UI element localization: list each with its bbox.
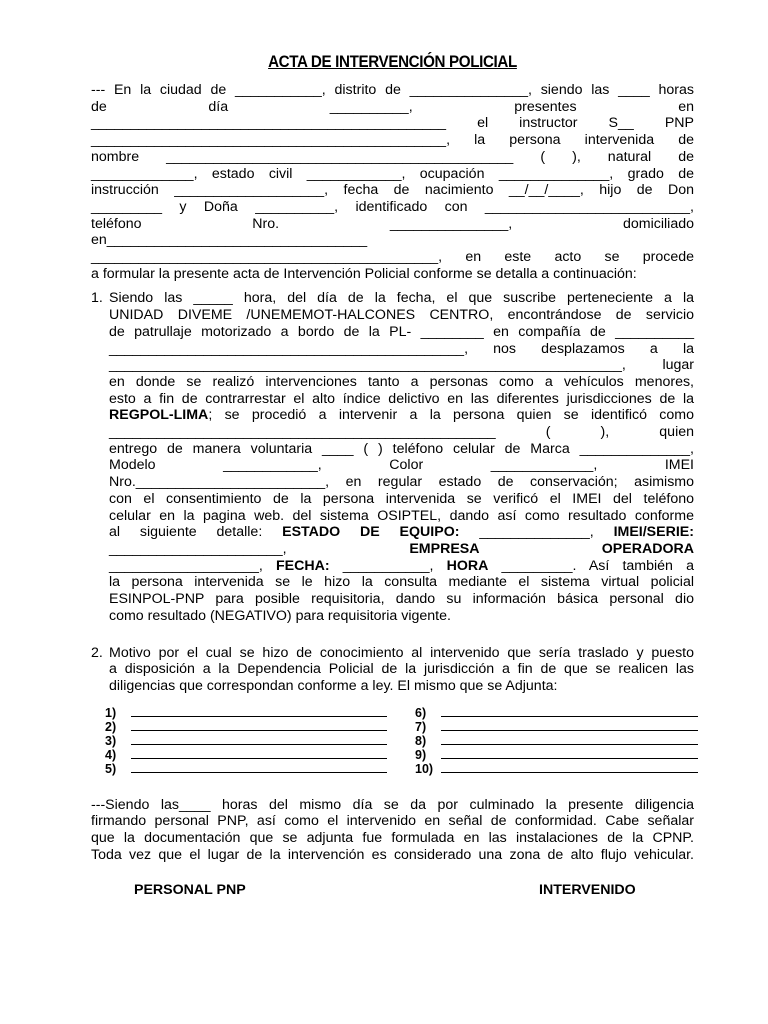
section-1-text: ___________________, [109, 557, 276, 574]
attachment-blank[interactable] [441, 705, 698, 717]
attachment-number: 6) [415, 705, 427, 720]
intro-line: _____________________________________________, la persona intervenida de [91, 132, 694, 149]
section-1-line: ESINPOL-PNP para posible requisitoria, dando su información básica personal dio [109, 591, 694, 608]
attachment-number: 3) [105, 733, 117, 748]
section-1-line: Modelo ____________, Color _____________, IMEI [109, 457, 694, 474]
closing-paragraph [91, 797, 694, 864]
closing-line: ---Siendo las____ horas del mismo día se da por culminado la presente diligencia [91, 796, 694, 813]
attachment-row [415, 719, 698, 733]
attachment-row [105, 733, 387, 747]
attachment-row [415, 733, 698, 747]
section-2-line: a disposición a la Dependencia Policial de la jurisdicción a fin de que se realicen las [109, 661, 694, 678]
estado-label: ESTADO DE EQUIPO: [282, 524, 460, 541]
attachment-blank[interactable] [131, 761, 387, 773]
intro-line: nombre ____________________________________________ ( ), natural de [91, 148, 694, 165]
section-1-line: como resultado (NEGATIVO) para requisitoria vigente. [109, 607, 451, 624]
section-1 [91, 290, 694, 624]
closing-line: firmando personal PNP, así como el intervenido en señal de conformidad. Cabe señalar [91, 813, 694, 830]
section-1-number: 1. [91, 290, 103, 307]
intro-line: instrucción ___________________, fecha de nacimiento __/__/____, hijo de Don [91, 182, 694, 199]
intro-line: a formular la presente acta de Intervención Policial conforme se detalla a continuación: [91, 265, 637, 282]
attachment-blank[interactable] [131, 705, 387, 717]
intro-line: en_________________________________ [91, 232, 368, 249]
attachment-row [105, 719, 387, 733]
signature-personal-pnp: PERSONAL PNP [134, 882, 246, 898]
attachment-blank[interactable] [441, 761, 698, 773]
section-1-line: UNIDAD DIVEME /UNEMEMOT-HALCONES CENTRO, encontrándose de servicio [109, 307, 694, 324]
attachment-blank[interactable] [131, 733, 387, 745]
section-1-line: la persona intervenida se le hizo la consulta mediante el sistema virtual policial [109, 574, 694, 591]
closing-line: que la documentación que se adjunta fue formulada en las instalaciones de la CPNP. [91, 830, 694, 847]
section-1-line: esto a fin de contrarrestar el alto índice delictivo en las diferentes jurisdicciones de la [109, 390, 694, 407]
attachment-number: 5) [105, 761, 117, 776]
section-1-line [109, 407, 694, 424]
section-1-text: ______________________, [109, 540, 410, 557]
section-2-number: 2. [91, 644, 103, 661]
intro-line: _________ y Doña __________, identificado con __________________________, [91, 198, 694, 215]
empresa-label: EMPRESA OPERADORA [409, 540, 694, 557]
section-1-text: _________. Así también a [488, 557, 694, 574]
attachment-blank[interactable] [441, 719, 698, 731]
hora-label: HORA [446, 557, 489, 574]
attachment-row [105, 761, 387, 775]
section-1-line: con el consentimiento de la persona intervenida se verificó el IMEI del teléfono [109, 490, 694, 507]
attachment-number: 4) [105, 747, 117, 762]
section-1-line: en donde se realizó intervenciones tanto a personas como a vehículos menores, [109, 373, 694, 390]
attachment-row [415, 705, 698, 719]
document-title: ACTA DE INTERVENCIÓN POLICIAL [268, 53, 517, 71]
section-1-line: Nro.________________________, en regular estado de conservación; asimismo [109, 474, 694, 491]
intro-line: _____________________________________________ el instructor S__ PNP [91, 115, 694, 132]
regpol-label: REGPOL-LIMA [109, 407, 209, 424]
section-1-line [109, 541, 694, 558]
section-1-line: de patrullaje motorizado a bordo de la PL- ________ en compañía de __________ [109, 323, 694, 340]
section-2-line: Motivo por el cual se hizo de conocimiento al intervenido que sería traslado y puesto [109, 644, 694, 661]
attachment-number: 1) [105, 705, 117, 720]
attachment-number: 10) [415, 761, 434, 776]
attachment-row [105, 705, 387, 719]
section-1-text: ______________, [459, 524, 614, 541]
section-2 [91, 645, 694, 695]
intro-line: --- En la ciudad de ___________, distrito de _______________, siendo las ____ horas [91, 82, 694, 98]
attachment-number: 7) [415, 719, 427, 734]
attachment-number: 8) [415, 733, 427, 748]
intro-paragraph [91, 82, 694, 282]
section-2-line: diligencias que correspondan conforme a ley. El mismo que se Adjunta: [109, 677, 558, 694]
intro-line: _____________, estado civil ____________, ocupación ______________, grado de [91, 165, 694, 182]
section-1-line: celular en la pagina web. del sistema OSIPTEL, dando así como resultado conforme [109, 507, 694, 524]
imei-label: IMEI/SERIE: [613, 524, 694, 541]
intro-line: teléfono Nro. _______________, domiciliado [91, 215, 694, 232]
attachment-blank[interactable] [131, 719, 387, 731]
section-1-line: _________________________________________________ ( ), quien [109, 424, 694, 441]
section-1-line [109, 558, 694, 575]
section-1-line: entrego de manera voluntaria ____ ( ) teléfono celular de Marca ______________, [109, 440, 694, 457]
intro-line: de día __________, presentes en [91, 98, 694, 115]
section-1-text: ; se procedió a intervenir a la persona quien se identificó como [208, 407, 694, 424]
attachment-row [415, 747, 698, 761]
section-1-line: _________________________________________________________________, lugar [109, 357, 694, 374]
attachment-row [105, 747, 387, 761]
section-1-line: _____________________________________________, nos desplazamos a la [109, 340, 694, 357]
fecha-label: FECHA: [276, 557, 330, 574]
closing-line: Toda vez que el lugar de la intervención es considerado una zona de alto flujo vehicular. [91, 846, 694, 863]
document-page [91, 50, 694, 898]
section-1-text: ___________, [329, 557, 447, 574]
attachment-number: 9) [415, 747, 427, 762]
attachment-number: 2) [105, 719, 117, 734]
attachments-list [91, 705, 694, 775]
intro-line: ____________________________________________, en este acto se procede [91, 249, 694, 266]
attachment-blank[interactable] [441, 747, 698, 759]
section-1-text: al siguiente detalle: [109, 524, 283, 541]
section-1-line [109, 524, 694, 541]
attachment-blank[interactable] [441, 733, 698, 745]
section-1-line: Siendo las _____ hora, del día de la fecha, el que suscribe perteneciente a la [109, 290, 694, 307]
signature-intervenido: INTERVENIDO [539, 882, 636, 898]
attachment-blank[interactable] [131, 747, 387, 759]
attachment-row [415, 761, 698, 775]
